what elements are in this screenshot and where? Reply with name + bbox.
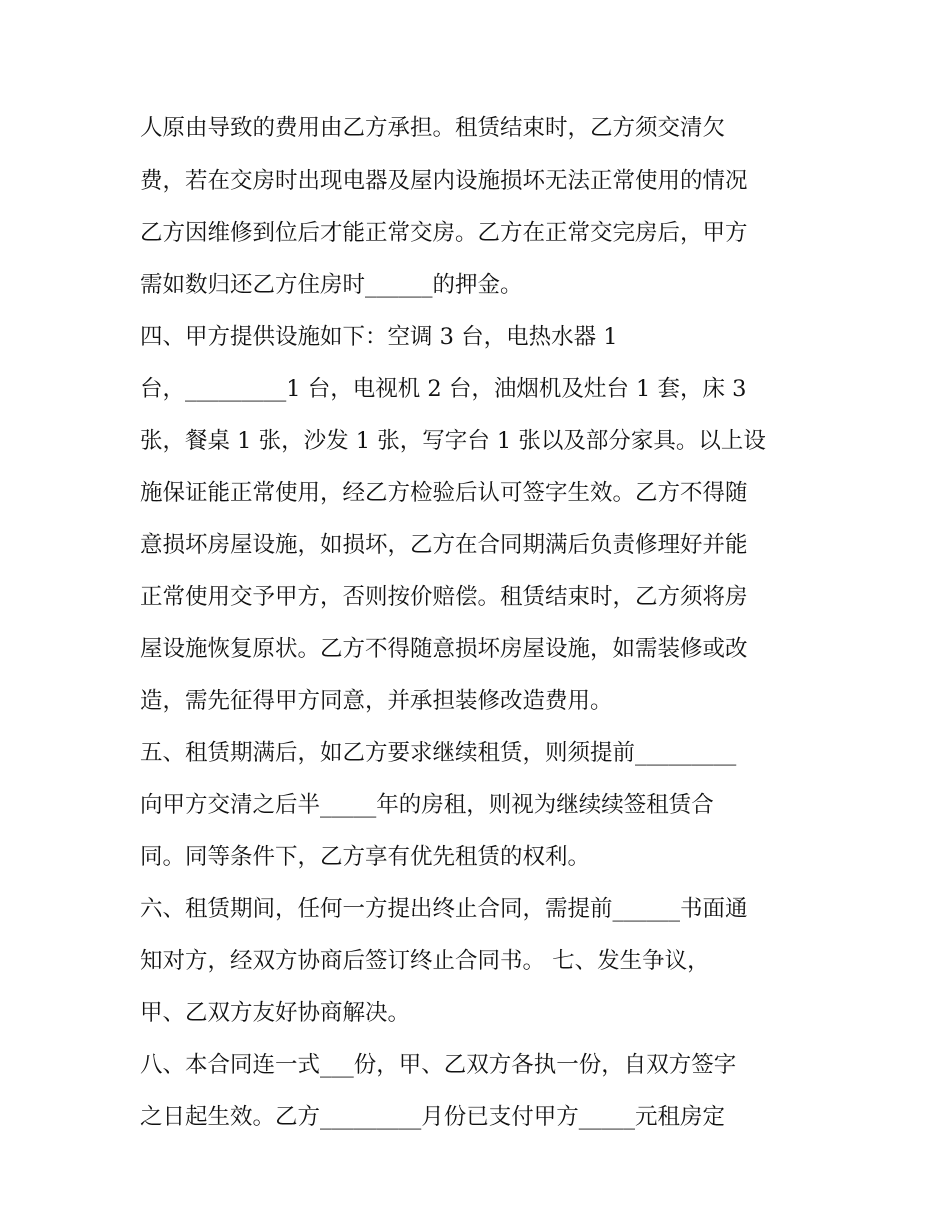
text-line: 人原由导致的费用由乙方承担。租赁结束时，乙方须交清欠 — [140, 115, 726, 141]
text-line: 向甲方交清之后半_____年的房租，则视为继续续签租赁合 — [140, 792, 714, 818]
text-line: 屋设施恢复原状。乙方不得随意损坏房屋设施，如需装修或改 — [140, 636, 748, 662]
text-line: 八、本合同连一式___份，甲、乙双方各执一份，自双方签字 — [140, 1052, 737, 1078]
text-line: 五、租赁期满后，如乙方要求继续租赁，则须提前_________ — [140, 740, 737, 766]
text-line: 知对方，经双方协商后签订终止合同书。 七、发生争议， — [140, 948, 710, 974]
text-line: 正常使用交予甲方，否则按价赔偿。租赁结束时，乙方须将房 — [140, 584, 748, 610]
text-line: 意损坏房屋设施，如损坏，乙方在合同期满后负责修理好并能 — [140, 532, 748, 558]
text-line: 甲、乙双方友好协商解决。 — [140, 1000, 411, 1026]
text-line: 需如数归还乙方住房时______的押金。 — [140, 272, 523, 298]
text-line: 张，餐桌 1 张，沙发 1 张，写字台 1 张以及部分家具。以上设 — [140, 428, 766, 454]
text-line: 乙方因维修到位后才能正常交房。乙方在正常交完房后，甲方 — [140, 220, 748, 246]
text-line: 四、甲方提供设施如下：空调 3 台，电热水器 1 — [140, 324, 618, 350]
text-line: 费，若在交房时出现电器及屋内设施损坏无法正常使用的情况 — [140, 168, 748, 194]
text-line: 施保证能正常使用，经乙方检验后认可签字生效。乙方不得随 — [140, 480, 748, 506]
text-line: 六、租赁期间，任何一方提出终止合同，需提前______书面通 — [140, 896, 748, 922]
text-line: 台，_________1 台，电视机 2 台，油烟机及灶台 1 套，床 3 — [140, 376, 747, 402]
text-line: 造，需先征得甲方同意，并承担装修改造费用。 — [140, 688, 613, 714]
text-line: 之日起生效。乙方_________月份已支付甲方_____元租房定 — [140, 1104, 726, 1130]
text-line: 同。同等条件下，乙方享有优先租赁的权利。 — [140, 844, 591, 870]
